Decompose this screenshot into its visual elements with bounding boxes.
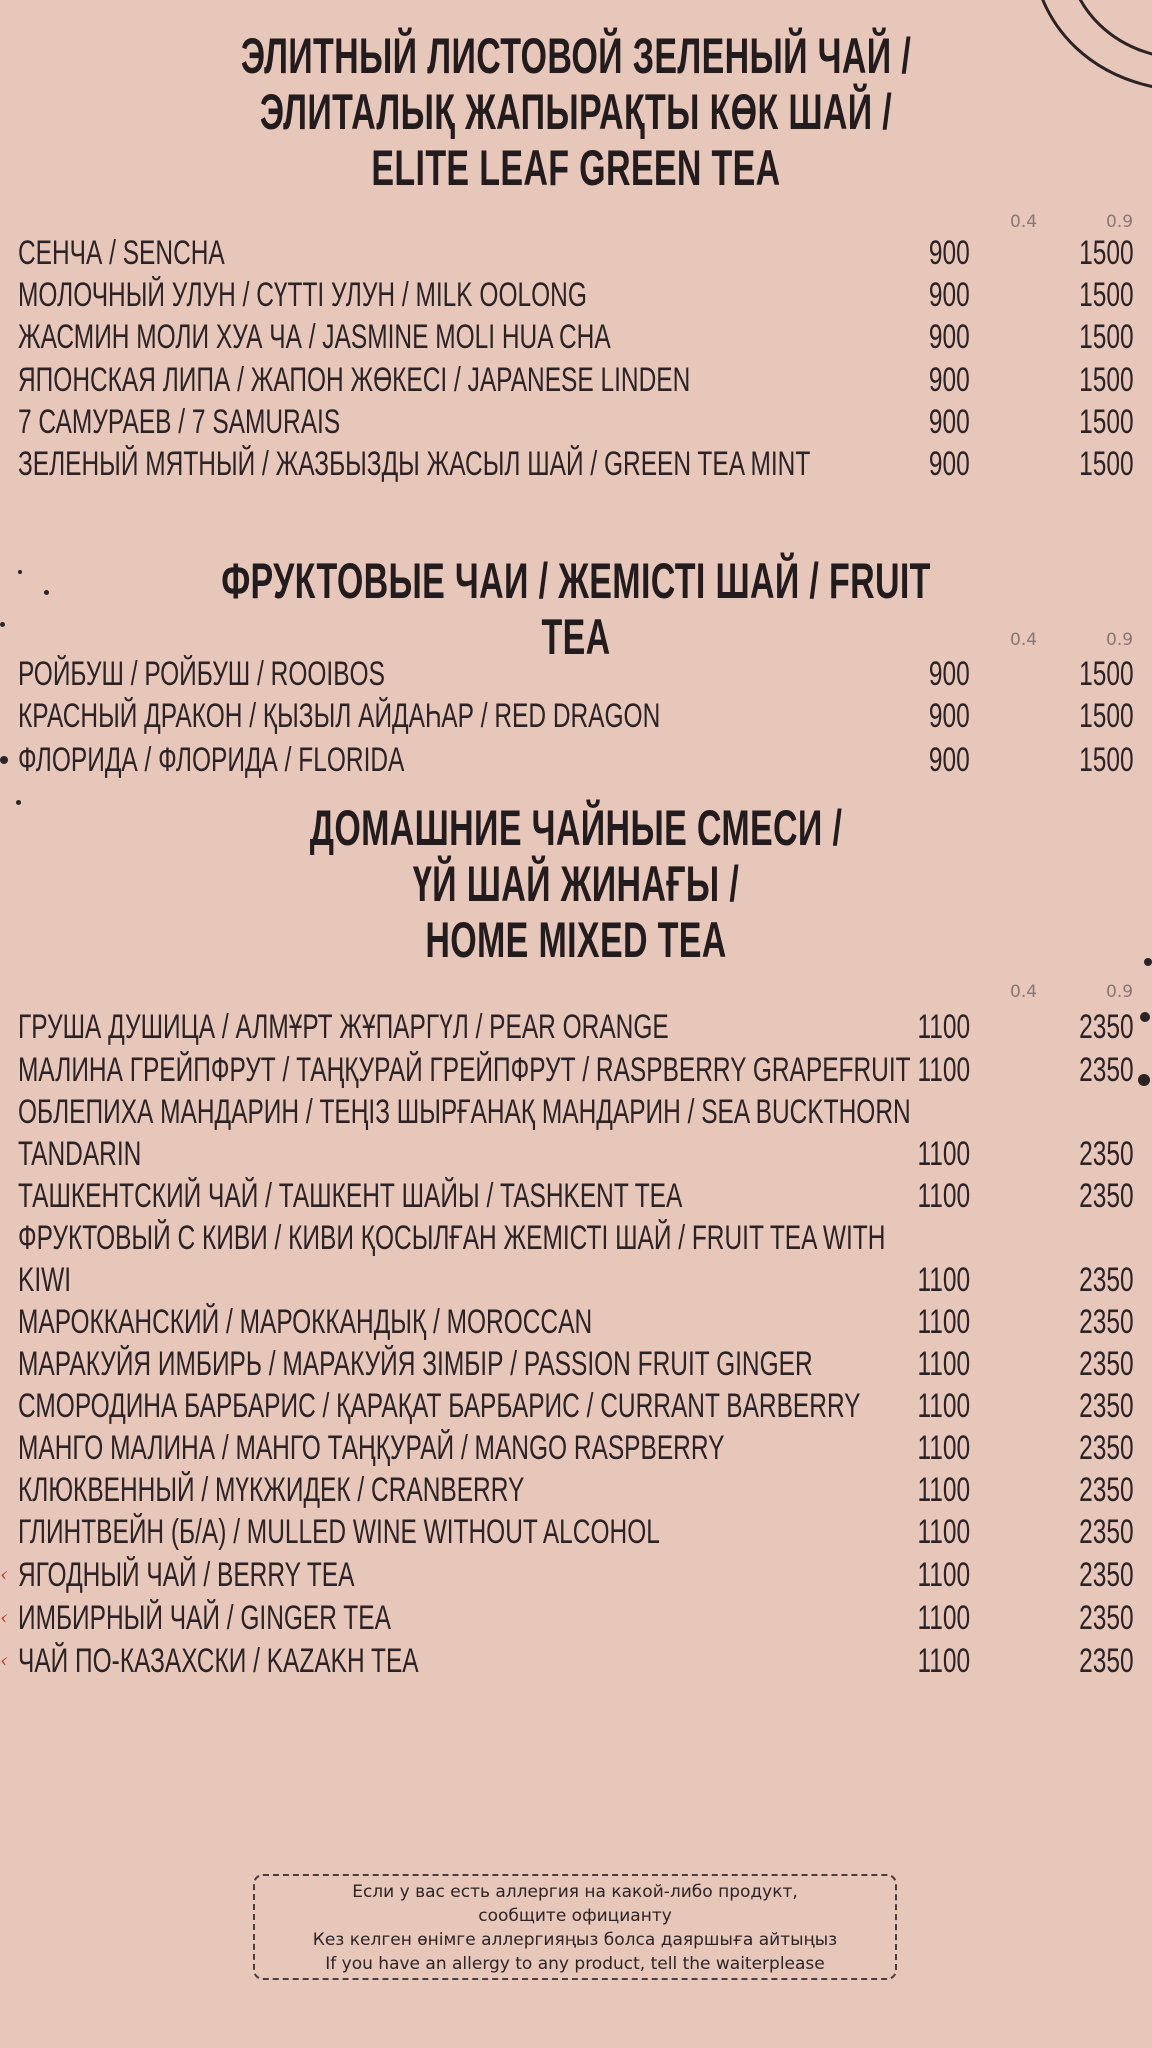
menu-item bbox=[18, 740, 1138, 780]
title-line: ҮЙ ШАЙ ЖИНАҒЫ / bbox=[412, 856, 740, 912]
decorative-dot bbox=[1144, 958, 1152, 966]
menu-item bbox=[18, 360, 1138, 400]
item-name: ЧАЙ ПО-КАЗАХСКИ / KAZAKH TEA bbox=[18, 1642, 419, 1680]
item-name: КРАСНЫЙ ДРАКОН / ҚЫЗЫЛ АЙДАҺАР / RED DRAGON bbox=[18, 697, 661, 735]
item-name: ФРУКТОВЫЙ С КИВИ / КИВИ ҚОСЫЛҒАН ЖЕМІСТІ ШАЙ / FRUIT TEA WITH bbox=[18, 1219, 886, 1257]
size-label-small: 0.4 bbox=[1010, 982, 1038, 1002]
item-price-small: 1100 bbox=[917, 1471, 970, 1509]
notice-line: сообщите официанту bbox=[478, 1906, 672, 1926]
item-price-large: 1500 bbox=[1079, 741, 1134, 779]
menu-item bbox=[18, 402, 1138, 442]
menu-item bbox=[18, 696, 1138, 736]
item-price-small: 900 bbox=[929, 697, 970, 735]
menu-item bbox=[18, 1641, 1138, 1681]
item-price-small: 900 bbox=[929, 655, 970, 693]
item-price-small: 1100 bbox=[917, 1303, 970, 1341]
title-line: ЭЛИТАЛЫҚ ЖАПЫРАҚТЫ КӨК ШАЙ / bbox=[259, 84, 893, 140]
item-price-large: 2350 bbox=[1079, 1261, 1134, 1299]
item-price-large: 1500 bbox=[1079, 234, 1134, 272]
item-price-small: 1100 bbox=[917, 1345, 970, 1383]
item-price-large: 1500 bbox=[1079, 697, 1134, 735]
decorative-dot bbox=[44, 590, 49, 595]
item-price-large: 2350 bbox=[1079, 1051, 1134, 1089]
notice-line: Если у вас есть аллергия на какой-либо продукт, bbox=[352, 1882, 798, 1902]
item-price-small: 1100 bbox=[917, 1177, 970, 1215]
size-label-small: 0.4 bbox=[1010, 212, 1038, 232]
menu-item bbox=[18, 1134, 1138, 1174]
size-label-large: 0.9 bbox=[1106, 630, 1134, 650]
item-name: TANDARIN bbox=[18, 1135, 142, 1173]
item-name: МАНГО МАЛИНА / МАНГО ТАҢҚУРАЙ / MANGO RASPBERRY bbox=[18, 1429, 725, 1467]
item-price-small: 1100 bbox=[917, 1513, 970, 1551]
highlight-mark-icon: ‹ bbox=[0, 1648, 8, 1672]
title-line: ДОМАШНИЕ ЧАЙНЫЕ СМЕСИ / bbox=[309, 800, 843, 856]
item-price-large: 2350 bbox=[1079, 1429, 1134, 1467]
menu-item bbox=[18, 1302, 1138, 1342]
menu-item bbox=[18, 1555, 1138, 1595]
item-name: РОЙБУШ / РОЙБУШ / ROOIBOS bbox=[18, 655, 385, 693]
menu-item bbox=[18, 1050, 1138, 1090]
item-price-large: 2350 bbox=[1079, 1471, 1134, 1509]
item-name: ГРУША ДУШИЦА / АЛМҰРТ ЖҰПАРГҮЛ / PEAR ORANGE bbox=[18, 1008, 669, 1046]
highlight-mark-icon: ‹ bbox=[0, 1562, 8, 1586]
item-price-small: 1100 bbox=[917, 1599, 970, 1637]
decorative-dot bbox=[1138, 1074, 1150, 1086]
item-name: ЗЕЛЕНЫЙ МЯТНЫЙ / ЖАЗБЫЗДЫ ЖАСЫЛ ШАЙ / GREEN TEA MINT bbox=[18, 445, 811, 483]
item-price-small: 1100 bbox=[917, 1429, 970, 1467]
item-price-small: 900 bbox=[929, 741, 970, 779]
item-name: МАЛИНА ГРЕЙПФРУТ / ТАҢҚУРАЙ ГРЕЙПФРУТ / RASPBERRY GRAPEFRUIT bbox=[18, 1051, 911, 1089]
menu-item bbox=[18, 1176, 1138, 1216]
notice-line: Кез келген өнімге аллергияңыз болса даяршыға айтыңыз bbox=[312, 1930, 838, 1950]
highlight-mark-icon: ‹ bbox=[0, 1605, 8, 1629]
item-name: СМОРОДИНА БАРБАРИС / ҚАРАҚАТ БАРБАРИС / CURRANT BARBERRY bbox=[18, 1387, 861, 1425]
item-name: ГЛИНТВЕЙН (Б/А) / MULLED WINE WITHOUT ALCOHOL bbox=[18, 1513, 660, 1551]
menu-item bbox=[18, 1598, 1138, 1638]
menu-item bbox=[18, 317, 1138, 357]
menu-item bbox=[18, 1386, 1138, 1426]
item-name: 7 САМУРАЕВ / 7 SAMURAIS bbox=[18, 403, 341, 441]
item-name: МАРОККАНСКИЙ / МАРОККАНДЫҚ / MOROCCAN bbox=[18, 1303, 593, 1341]
title-line: HOME MIXED TEA bbox=[425, 912, 727, 968]
item-price-small: 1100 bbox=[917, 1051, 970, 1089]
item-price-large: 2350 bbox=[1079, 1135, 1134, 1173]
item-name: МОЛОЧНЫЙ УЛУН / СҮТТІ УЛУН / MILK OOLONG bbox=[18, 276, 587, 314]
decorative-dot bbox=[0, 756, 8, 764]
item-price-small: 1100 bbox=[917, 1387, 970, 1425]
decorative-swirl-icon bbox=[1012, 0, 1152, 110]
size-label-large: 0.9 bbox=[1106, 212, 1134, 232]
item-name: ЖАСМИН МОЛИ ХУА ЧА / JASMINE MOLI HUA CHA bbox=[18, 318, 611, 356]
title-line: ЭЛИТНЫЙ ЛИСТОВОЙ ЗЕЛЕНЫЙ ЧАЙ / bbox=[240, 28, 912, 84]
decorative-dot bbox=[16, 800, 21, 805]
menu-item bbox=[18, 275, 1138, 315]
item-price-small: 1100 bbox=[917, 1008, 970, 1046]
menu-item bbox=[18, 654, 1138, 694]
item-price-large: 2350 bbox=[1079, 1303, 1134, 1341]
size-label-small: 0.4 bbox=[1010, 630, 1038, 650]
item-price-small: 900 bbox=[929, 276, 970, 314]
item-price-small: 1100 bbox=[917, 1556, 970, 1594]
item-price-large: 2350 bbox=[1079, 1642, 1134, 1680]
item-name: КЛЮКВЕННЫЙ / МҮКЖИДЕК / CRANBERRY bbox=[18, 1471, 525, 1509]
size-label-large: 0.9 bbox=[1106, 982, 1134, 1002]
item-name: СЕНЧА / SENCHA bbox=[18, 234, 225, 272]
item-price-small: 900 bbox=[929, 403, 970, 441]
section-title-green-tea bbox=[184, 28, 967, 196]
item-name: ФЛОРИДА / ФЛОРИДА / FLORIDA bbox=[18, 741, 405, 779]
allergy-notice bbox=[253, 1874, 897, 1980]
item-price-large: 2350 bbox=[1079, 1177, 1134, 1215]
decorative-dot bbox=[1140, 1012, 1150, 1022]
item-name: ТАШКЕНТСКИЙ ЧАЙ / ТАШКЕНТ ШАЙЫ / TASHKENT TEA bbox=[18, 1177, 683, 1215]
item-price-large: 2350 bbox=[1079, 1556, 1134, 1594]
item-price-large: 1500 bbox=[1079, 403, 1134, 441]
item-price-small: 900 bbox=[929, 234, 970, 272]
item-price-large: 1500 bbox=[1079, 655, 1134, 693]
item-price-large: 2350 bbox=[1079, 1345, 1134, 1383]
menu-item bbox=[18, 1512, 1138, 1552]
item-price-large: 1500 bbox=[1079, 361, 1134, 399]
section-title-home-mixed-tea bbox=[184, 800, 967, 968]
item-name: ОБЛЕПИХА МАНДАРИН / ТЕҢІЗ ШЫРҒАНАҚ МАНДАРИН / SEA BUCKTHORN bbox=[18, 1093, 911, 1131]
item-price-small: 900 bbox=[929, 361, 970, 399]
item-price-large: 2350 bbox=[1079, 1008, 1134, 1046]
item-name: ЯПОНСКАЯ ЛИПА / ЖАПОН ЖӨКЕСІ / JAPANESE LINDEN bbox=[18, 361, 691, 399]
menu-item bbox=[18, 1260, 1138, 1300]
item-price-small: 1100 bbox=[917, 1135, 970, 1173]
item-name: ИМБИРНЫЙ ЧАЙ / GINGER TEA bbox=[18, 1599, 391, 1637]
decorative-dot bbox=[18, 570, 22, 574]
item-price-small: 1100 bbox=[917, 1261, 970, 1299]
menu-item bbox=[18, 1470, 1138, 1510]
item-price-small: 1100 bbox=[917, 1642, 970, 1680]
item-price-large: 2350 bbox=[1079, 1599, 1134, 1637]
item-price-small: 900 bbox=[929, 318, 970, 356]
item-price-large: 1500 bbox=[1079, 318, 1134, 356]
menu-item bbox=[18, 1092, 1138, 1132]
menu-item bbox=[18, 1428, 1138, 1468]
item-price-large: 1500 bbox=[1079, 445, 1134, 483]
notice-line: If you have an allergy to any product, tell the waiterplease bbox=[325, 1954, 825, 1974]
menu-item bbox=[18, 1344, 1138, 1384]
item-name: ЯГОДНЫЙ ЧАЙ / BERRY TEA bbox=[18, 1556, 355, 1594]
menu-item bbox=[18, 1218, 1138, 1258]
title-line: ФРУКТОВЫЕ ЧАИ / ЖЕМІСТІ ШАЙ / FRUIT TEA bbox=[221, 553, 931, 665]
item-name: KIWI bbox=[18, 1261, 72, 1299]
item-name: МАРАКУЙЯ ИМБИРЬ / МАРАКУЙЯ ЗІМБІР / PASSION FRUIT GINGER bbox=[18, 1345, 813, 1383]
menu-item bbox=[18, 1007, 1138, 1047]
item-price-large: 1500 bbox=[1079, 276, 1134, 314]
item-price-large: 2350 bbox=[1079, 1513, 1134, 1551]
item-price-small: 900 bbox=[929, 445, 970, 483]
title-line: ELITE LEAF GREEN TEA bbox=[371, 140, 781, 196]
menu-item bbox=[18, 444, 1138, 484]
item-price-large: 2350 bbox=[1079, 1387, 1134, 1425]
menu-item bbox=[18, 233, 1138, 273]
section-title-fruit-tea bbox=[184, 553, 967, 665]
decorative-dot bbox=[0, 622, 5, 627]
